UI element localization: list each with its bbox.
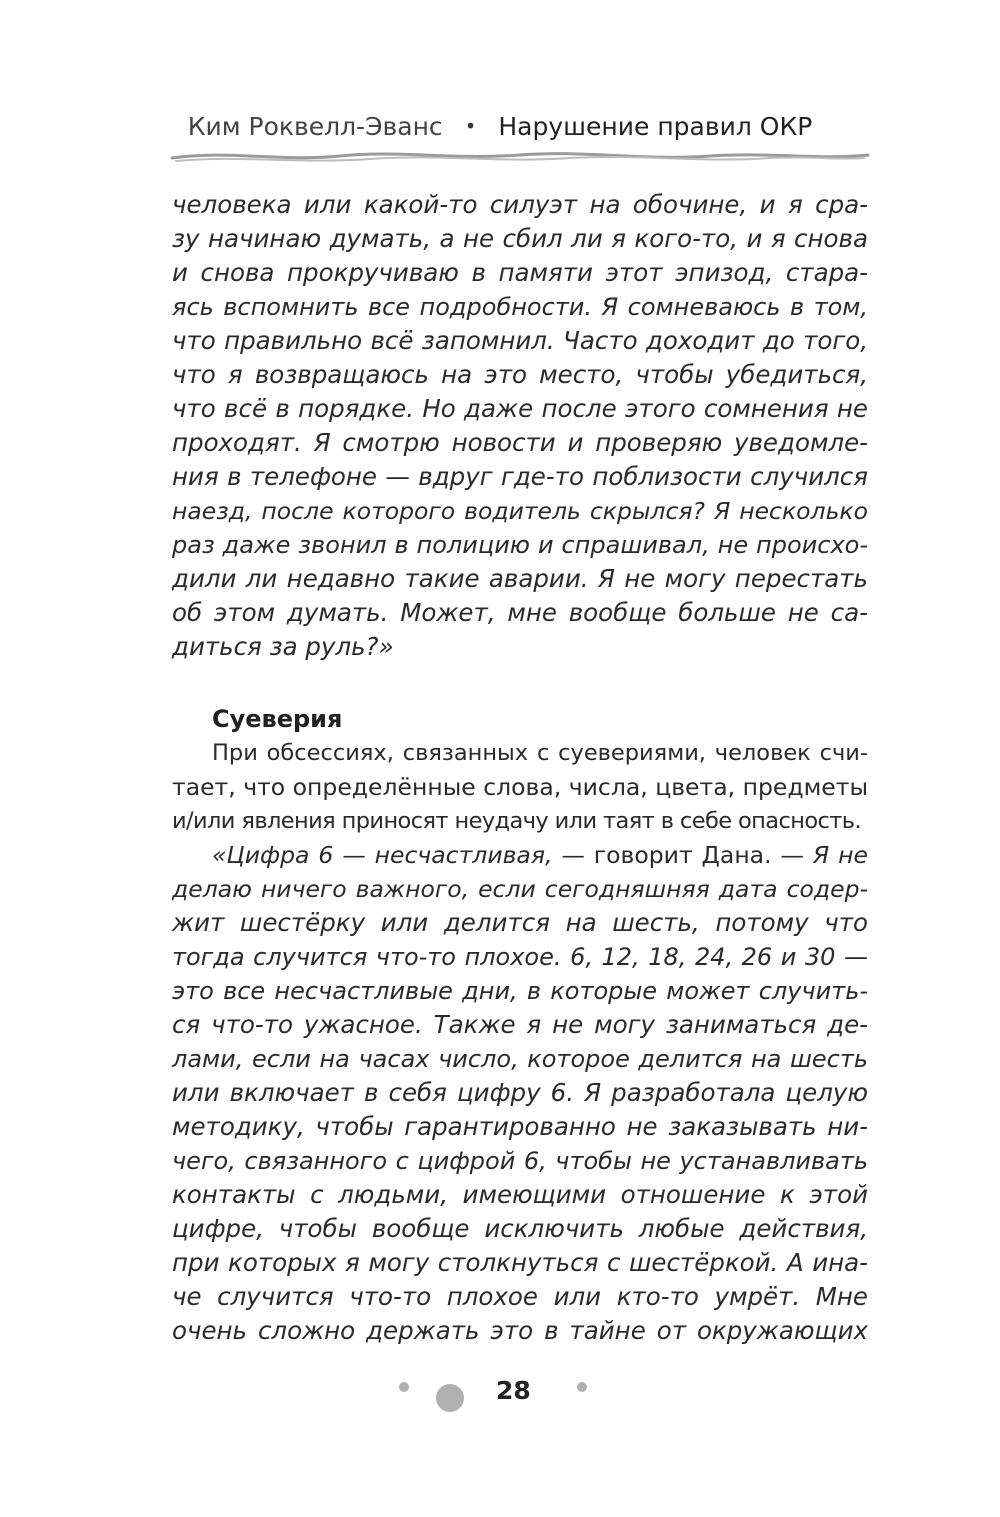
text-line: наезд, после которого водитель скрылся? Я несколько [172,497,868,525]
text-line: ся что-то ужасное. Также я не могу заниматься де- [172,1010,868,1039]
section-gap [172,664,868,702]
text-line: человека или какой-то силуэт на обочине, и я сра- [172,190,868,219]
page-number: 28 [496,1376,531,1405]
quote-body [172,872,868,1348]
text-line: ния в телефоне — вдруг где-то поблизости случился [172,462,868,491]
text-line: цифре, чтобы вообще исключить любые действия, [172,1214,868,1243]
folio-dot-icon [577,1382,587,1392]
text-line: что правильно всё запомнил. Часто доходит до того, [172,326,868,355]
text-line: очень сложно держать это в тайне от окружающих [172,1316,868,1345]
text-line: диться за руль?» [172,632,394,661]
text-line: проходят. Я смотрю новости и проверяю уведомле- [172,428,868,457]
text-line: об этом думать. Может, мне вообще больше не са- [172,598,868,627]
running-head-separator: • [464,114,477,138]
text-line-first [172,838,868,872]
text-line: делаю ничего важного, если сегодняшняя дата содер- [172,875,868,903]
text-line: тогда случится что-то плохое. 6, 12, 18, 24, 26 и 30 — [172,943,868,971]
text-line: контакты с людьми, имеющими отношение к этой [172,1180,868,1209]
running-head [0,112,1000,141]
text-line: дили ли недавно такие аварии. Я не могу перестать [172,564,868,593]
text-line: или включает в себя цифру 6. Я разработала целую [172,1078,868,1107]
quote-resume: Я не [812,841,868,869]
section-heading: Суеверия [212,705,343,733]
running-head-author: Ким Роквелл-Эванс [187,112,443,141]
text-line: раз даже звонил в полицию и спрашивал, не происхо- [172,531,868,559]
paragraph-quote-continuation [172,188,868,664]
text-line: При обсессиях, связанных с суевериями, человек счи- [212,740,868,766]
text-line: и снова прокручиваю в памяти этот эпизод, стара- [172,258,868,287]
folio-dot-icon [399,1382,409,1392]
folio-circle-icon [436,1384,464,1412]
text-line: жит шестёрку или делится на шесть, потому что [172,908,868,937]
main-text [172,188,868,1348]
text-line: что я возвращаюсь на это место, чтобы убедиться, [172,360,868,389]
text-line: и/или явления приносят неудачу или таят в себе опасность. [172,808,862,834]
text-line: чего, связанного с цифрой 6, чтобы не устанавливать [172,1147,868,1175]
header-wavy-rule [170,146,870,168]
text-line: зу начинаю думать, а не сбил ли я кого-то, и я снова [172,224,868,253]
paragraph-dana-quote [172,838,868,1348]
text-line: это все несчастливые дни, в которые может случить- [172,977,868,1005]
text-line: че случится что-то плохое или кто-то умрёт. Мне [172,1282,868,1311]
text-line: тает, что определённые слова, числа, цвета, предметы [172,773,868,801]
text-line: ясь вспомнить все подробности. Я сомневаюсь в том, [172,293,868,321]
running-head-book-title: Нарушение правил ОКР [498,112,813,141]
page-footer [0,1372,1000,1422]
paragraph-definition [172,736,868,838]
quote-attribution: говорит Дана. — [584,841,813,869]
text-line: лами, если на часах число, которое делится на шесть [172,1045,868,1073]
text-line: методику, чтобы гарантированно не заказывать ни- [172,1112,868,1141]
quote-start: «Цифра 6 — несчастливая, — [212,841,585,869]
text-line: при которых я могу столкнуться с шестёркой. А ина- [172,1248,868,1277]
text-line: что всё в порядке. Но даже после этого сомнения не [172,394,868,423]
